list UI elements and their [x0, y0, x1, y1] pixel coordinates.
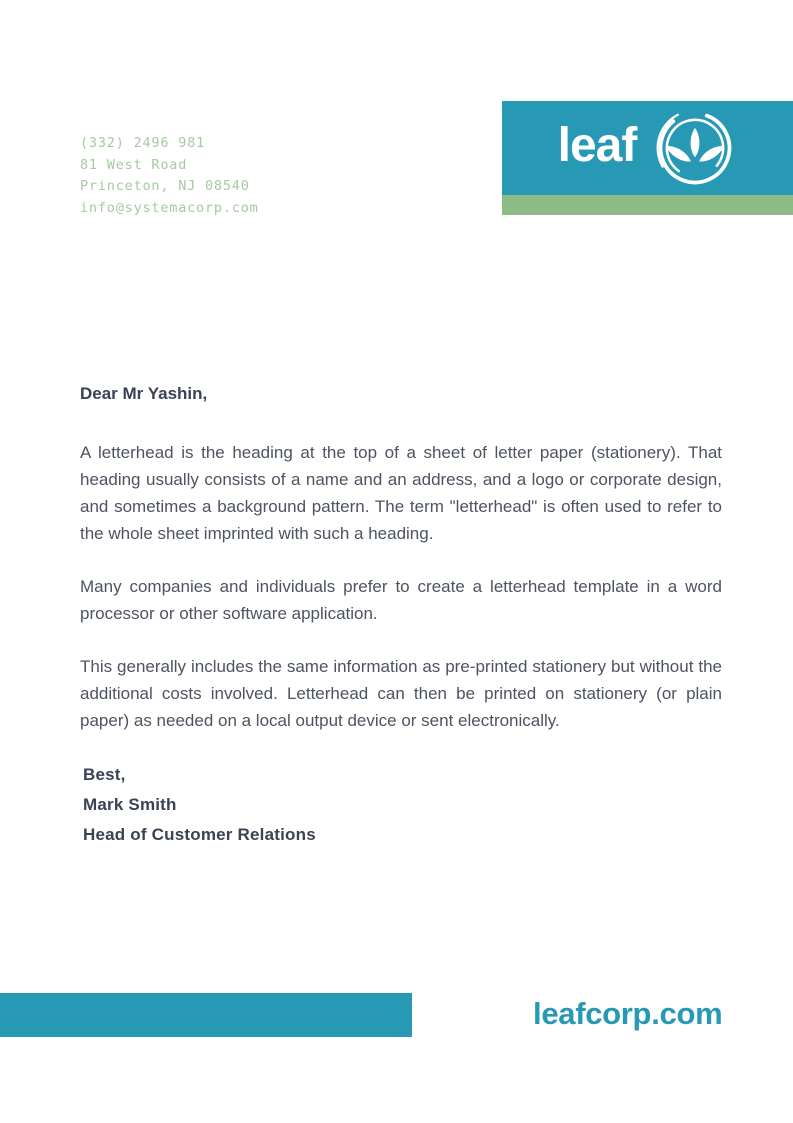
leaf-cluster — [664, 128, 727, 165]
logo-box — [502, 101, 793, 195]
paragraph-1: A letterhead is the heading at the top of a sheet of letter paper (stationery). That heading usually consists of a name and an address, and a logo or corporate design, and sometimes a background pattern. The term "letterhead" is often used to refer to the whole sheet imprinted with such a heading. — [80, 443, 722, 543]
contact-address-line2: Princeton, NJ 08540 — [80, 178, 250, 194]
signature-name: Mark Smith — [83, 795, 177, 814]
contact-block — [80, 133, 259, 219]
leaf-circle-icon — [653, 106, 737, 190]
contact-phone: (332) 2496 981 — [80, 135, 205, 151]
paragraph-2: Many companies and individuals prefer to create a letterhead template in a word processor or other software application. — [80, 577, 722, 623]
closing: Best, — [83, 765, 126, 784]
contact-email: info@systemacorp.com — [80, 199, 259, 216]
brand-wordmark: leaf — [557, 119, 637, 172]
logo-block — [502, 101, 793, 215]
signature-block — [83, 760, 316, 850]
logo-accent-strip — [502, 195, 793, 215]
contact-address-line1: 81 West Road — [80, 156, 188, 173]
footer-website: leafcorp.com — [533, 996, 723, 1031]
paragraph-3: This generally includes the same information as pre-printed stationery but without the additional costs involved. Letterhead can then be printed on stationery (or plain paper) as needed on a local output device or sent electronically. — [80, 657, 722, 730]
letter-body — [80, 380, 722, 760]
salutation: Dear Mr Yashin, — [80, 384, 208, 403]
footer-accent-bar — [0, 993, 412, 1037]
signature-title: Head of Customer Relations — [83, 825, 316, 844]
